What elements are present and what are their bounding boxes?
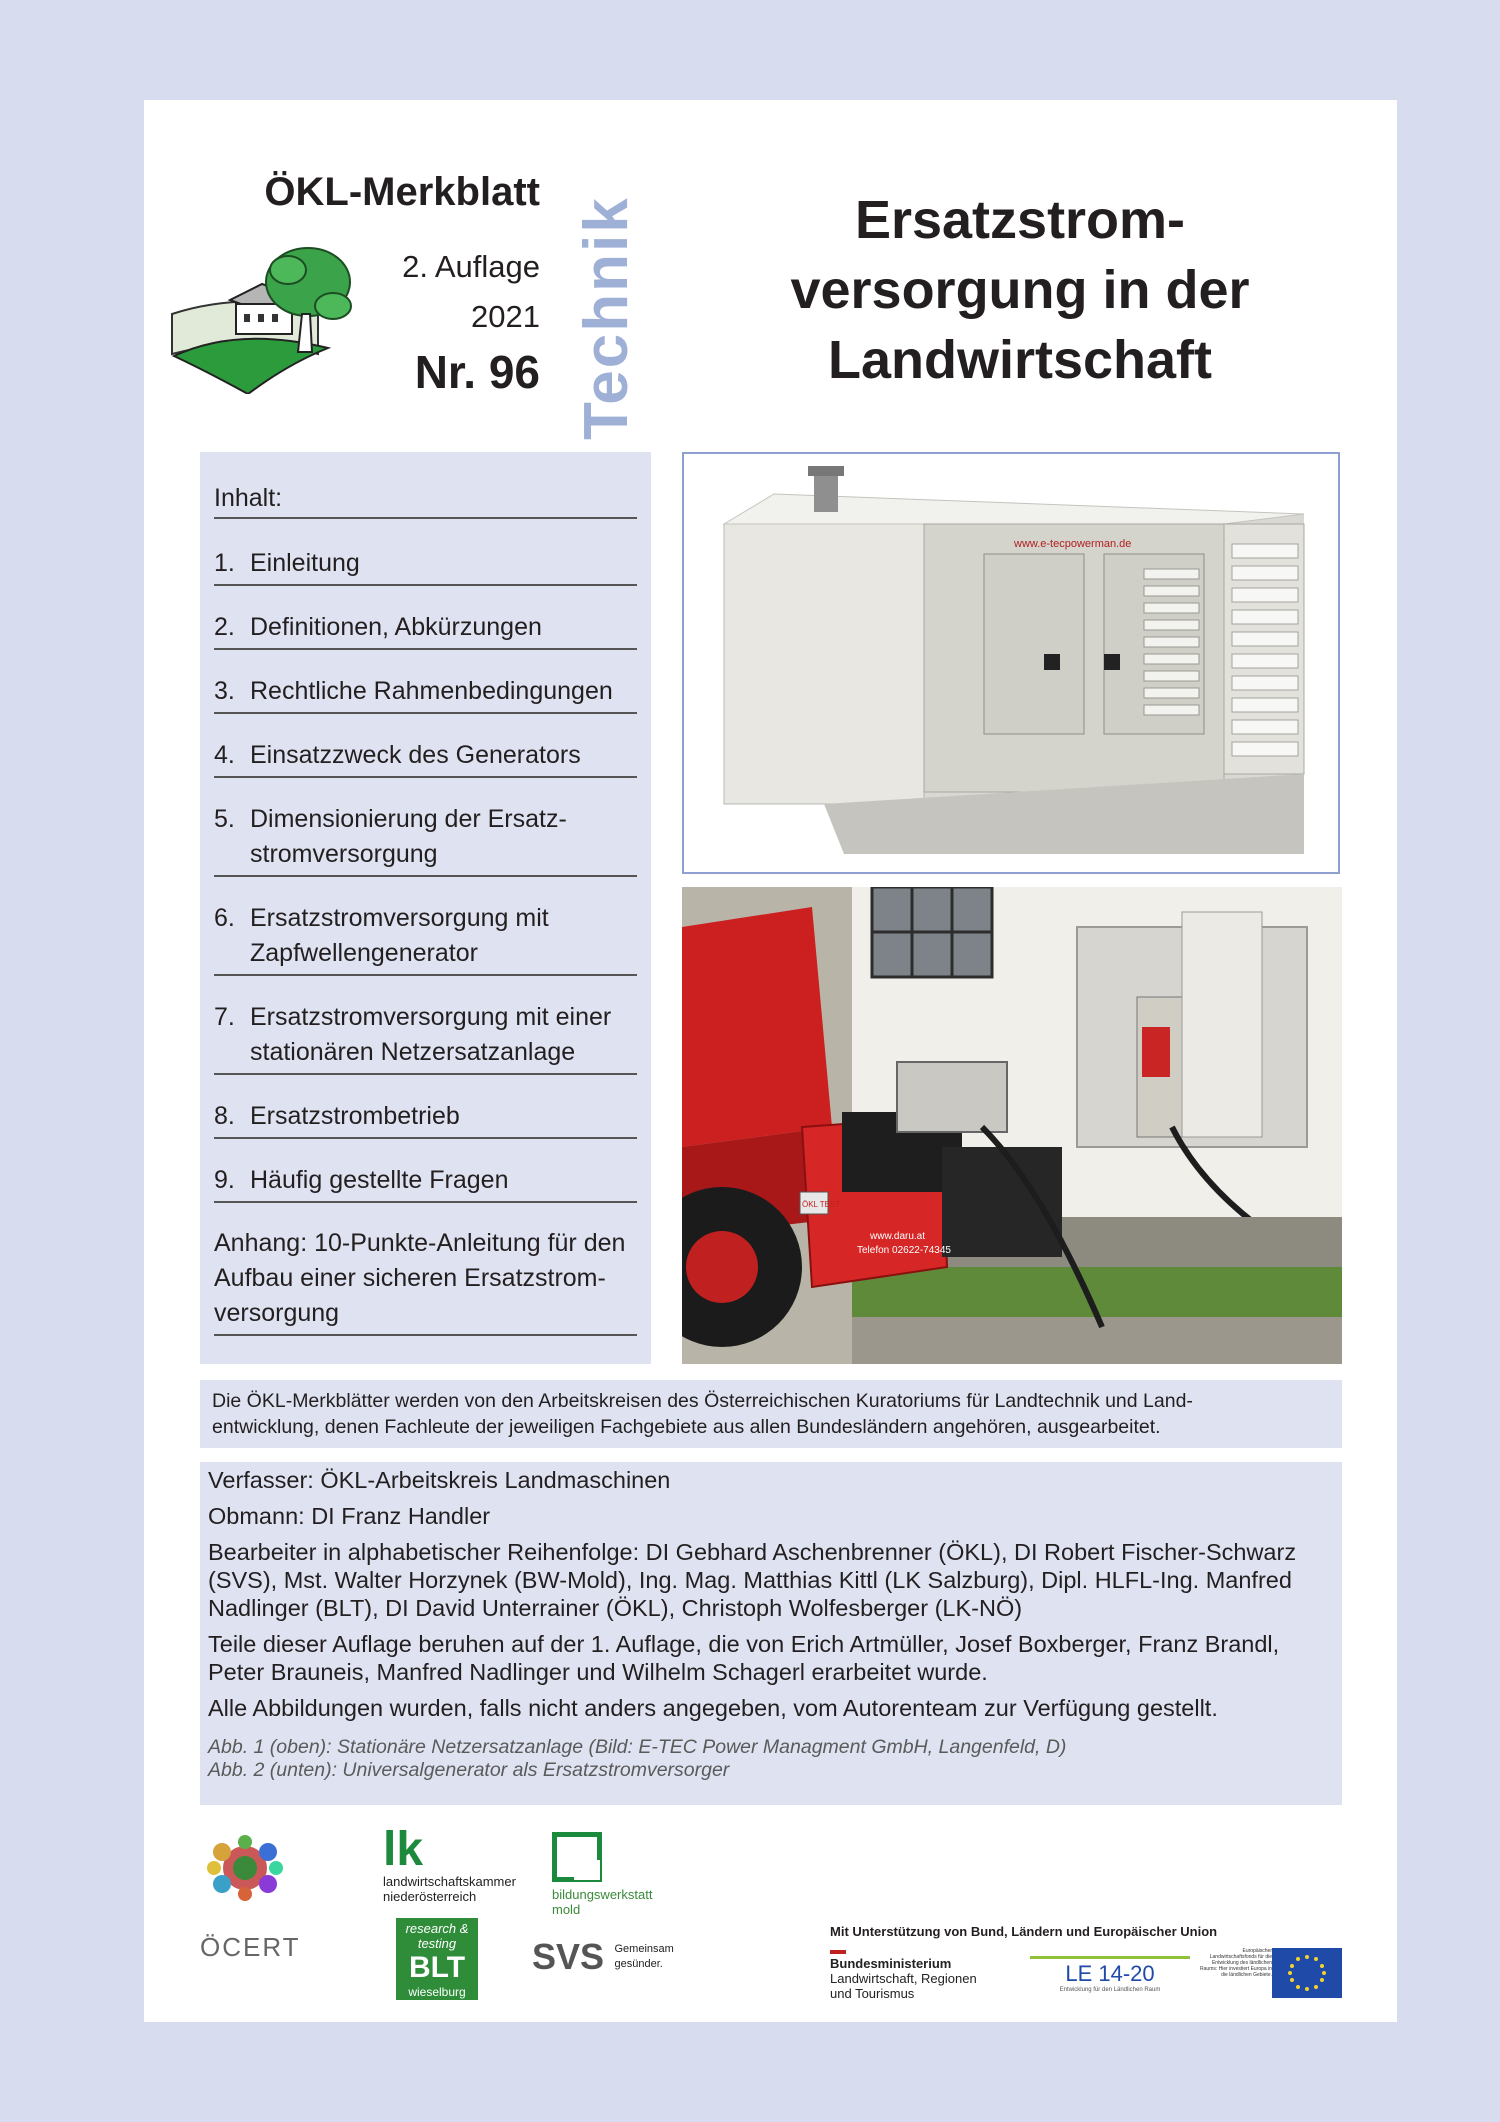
previous-line: Peter Brauneis, Manfred Nadlinger und Wilhelm Schagerl erarbeitet wurde. <box>208 1659 988 1685</box>
previous-edition-text <box>208 1630 1334 1686</box>
editors-line: (SVS), Mst. Walter Horzynek (BW-Mold), Ing. Mag. Matthias Kittl (LK Salzburg), Dipl. HLFL-Ing. Manfred <box>208 1567 1292 1593</box>
toc-item-number: 2. <box>214 613 235 641</box>
svs-mark: SVS <box>532 1936 605 1977</box>
intro-box <box>200 1380 1342 1448</box>
title-line: versorgung in der <box>790 260 1250 320</box>
edition-label: 2. Auflage <box>402 249 540 284</box>
category-label: Technik <box>572 196 641 440</box>
svs-logo <box>532 1936 692 1978</box>
images-note: Alle Abbildungen wurden, falls nicht anders angegeben, vom Autorenteam zur Verfügung gestellt. <box>208 1695 1218 1721</box>
series-title: ÖKL-Merkblatt <box>264 170 540 214</box>
ministry-line: und Tourismus <box>830 1986 915 2001</box>
generator-phone: Telefon 02622-74345 <box>857 1245 951 1256</box>
lk-mark: lk <box>383 1823 424 1876</box>
previous-line: Teile dieser Auflage beruhen auf der 1. Auflage, die von Erich Artmüller, Josef Boxberger, Franz Brandl, <box>208 1631 1280 1657</box>
toc-item <box>214 546 637 586</box>
lk-logo <box>383 1823 533 1904</box>
le-mark: LE 14-20 <box>1030 1956 1190 1987</box>
blt-bottom: wieselburg <box>408 1985 466 1999</box>
ministry-logo <box>830 1950 1010 2001</box>
toc-item-number: 5. <box>214 805 235 833</box>
toc-item-label: Definitionen, Abkürzungen <box>250 613 542 641</box>
chair-line: Obmann: DI Franz Handler <box>208 1503 491 1529</box>
toc-item-number: 1. <box>214 549 235 577</box>
title-line: Landwirtschaft <box>827 330 1213 390</box>
title-line: Ersatzstrom- <box>854 190 1186 250</box>
support-text: Mit Unterstützung von Bund, Ländern und Europäischer Union <box>830 1924 1218 1939</box>
page-title <box>730 185 1310 395</box>
ministry-line: Landwirtschaft, Regionen <box>830 1971 977 1986</box>
editors-line: Bearbeiter in alphabetischer Reihenfolge: DI Gebhard Aschenbrenner (ÖKL), DI Robert Fischer-Schwarz <box>208 1539 1297 1565</box>
toc-item-label-cont: Zapfwellengenerator <box>250 939 478 967</box>
blt-top: research & testing <box>405 1921 469 1951</box>
bildungswerkstatt-logo <box>552 1832 682 1917</box>
toc-item-label: Ersatzstromversorgung mit <box>250 904 549 932</box>
toc-item <box>214 901 637 976</box>
editors-text <box>208 1538 1334 1622</box>
tractor-generator-photo <box>682 887 1342 1364</box>
toc-annex-line: versorgung <box>214 1299 340 1327</box>
toc-item-number: 4. <box>214 741 235 769</box>
toc-item <box>214 1000 637 1075</box>
toc-item <box>214 1099 637 1139</box>
generator-illustration <box>684 454 1338 872</box>
toc-item-number: 8. <box>214 1102 235 1130</box>
toc-item <box>214 802 637 877</box>
edition-year: 2021 <box>471 299 540 334</box>
toc-item-label: Dimensionierung der Ersatz- <box>250 805 567 833</box>
toc-item-label: Ersatzstromversorgung mit einer <box>250 1003 612 1031</box>
sheet-number: Nr. 96 <box>414 346 540 398</box>
ministry-line: Bundesministerium <box>830 1956 952 1971</box>
toc-item-number: 6. <box>214 904 235 932</box>
blt-logo <box>396 1918 478 2000</box>
toc-item-label: Einleitung <box>250 549 360 577</box>
test-badge: ÖKL TEST <box>802 1200 841 1209</box>
toc-heading: Inhalt: <box>214 484 637 519</box>
generator-url: www.e-tecpowerman.de <box>1014 538 1132 550</box>
toc-annex-line: Anhang: 10-Punkte-Anleitung für den <box>214 1229 626 1257</box>
edition-info <box>360 242 540 342</box>
editors-line: Nadlinger (BLT), DI David Unterrainer (ÖKL), Christoph Wolfesberger (LK-NÖ) <box>208 1595 1023 1621</box>
figure-captions <box>208 1736 1334 1782</box>
lk-line: landwirtschaftskammer <box>383 1874 516 1889</box>
svs-line: gesünder. <box>614 1958 663 1970</box>
tractor-illustration <box>682 887 1342 1364</box>
intro-line: entwicklung, denen Fachleute der jeweiligen Fachgebiete aus allen Bundesländern angehören, ausgearbeitet. <box>212 1416 1161 1438</box>
toc-item-number: 3. <box>214 677 235 705</box>
toc-item-number: 7. <box>214 1003 235 1031</box>
caption-1: Abb. 1 (oben): Stationäre Netzersatzanlage (Bild: E-TEC Power Managment GmbH, Langenfeld, D) <box>208 1736 1067 1758</box>
austria-flag-icon <box>830 1950 846 1954</box>
toc-item-label: Rechtliche Rahmenbedingungen <box>250 677 613 705</box>
svs-line: Gemeinsam <box>614 1943 674 1955</box>
toc-item-label-cont: stationären Netzersatzanlage <box>250 1038 576 1066</box>
okl-farm-logo <box>168 244 368 394</box>
toc-item <box>214 738 637 778</box>
toc-item <box>214 1163 637 1203</box>
eafrd-text: Europäischer Landwirtschaftsfonds für die Entwicklung des ländlichen Raums: Hier investiert Europa in die ländlichen Gebiete. <box>1200 1948 1272 1978</box>
generator-photo <box>682 452 1340 874</box>
author-line: Verfasser: ÖKL-Arbeitskreis Landmaschinen <box>208 1467 671 1493</box>
toc-annex <box>214 1226 637 1336</box>
network-logo <box>202 1832 288 1904</box>
blt-mark: BLT <box>408 1951 466 1984</box>
toc-item-label: Einsatzzweck des Generators <box>250 741 581 769</box>
eu-flag-icon <box>1272 1948 1342 1998</box>
le-sub: Entwicklung für den Ländlichen Raum <box>1059 1987 1161 1993</box>
toc-annex-line: Aufbau einer sicheren Ersatzstrom- <box>214 1264 606 1292</box>
caption-2: Abb. 2 (unten): Universalgenerator als Ersatzstromversorger <box>208 1759 730 1781</box>
toc-item <box>214 674 637 714</box>
credits-box <box>200 1462 1342 1805</box>
generator-url-2: www.daru.at <box>870 1231 926 1242</box>
le-logo <box>1030 1956 1190 1993</box>
toc-item-label-cont: stromversorgung <box>250 840 438 868</box>
toc-item-label: Häufig gestellte Fragen <box>250 1166 509 1194</box>
toc-item <box>214 610 637 650</box>
lk-line: niederösterreich <box>383 1889 477 1904</box>
bw-line: mold <box>552 1902 581 1917</box>
toc-item-number: 9. <box>214 1166 235 1194</box>
intro-line: Die ÖKL-Merkblätter werden von den Arbeitskreisen des Österreichischen Kuratoriums für Landtechnik und Land- <box>212 1390 1193 1412</box>
oecert-logo: ÖCERT <box>200 1932 301 1962</box>
bw-line: bildungswerkstatt <box>552 1887 653 1902</box>
bw-mark-icon <box>552 1832 602 1882</box>
toc-item-label: Ersatzstrombetrieb <box>250 1102 460 1130</box>
